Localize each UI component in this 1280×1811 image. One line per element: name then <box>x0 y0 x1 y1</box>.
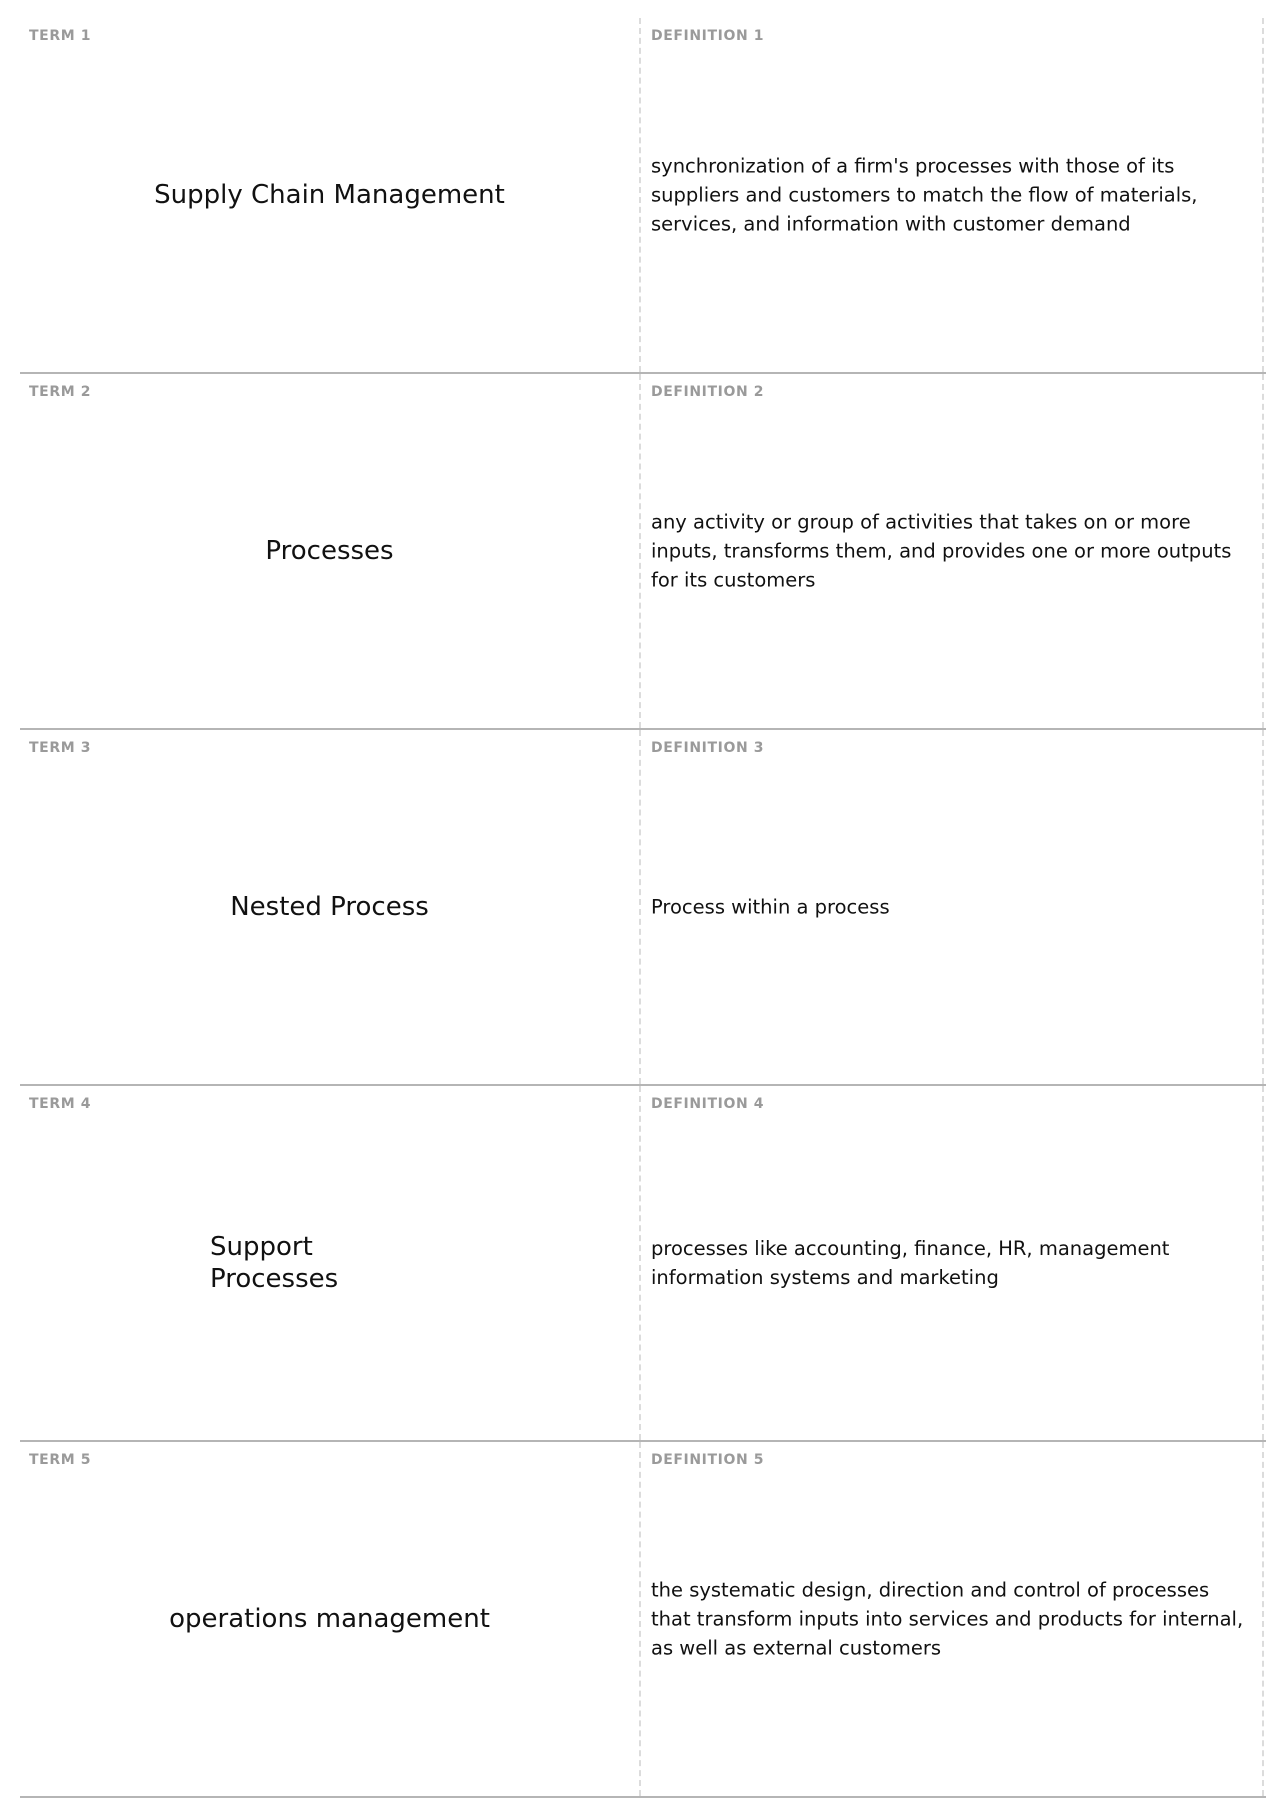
term-label: TERM 5 <box>29 1452 92 1468</box>
definition-text: any activity or group of activities that takes on or more inputs, transforms them, and provides one or more outputs for its customers <box>651 510 1232 592</box>
definition-label: DEFINITION 5 <box>651 1452 765 1468</box>
term-text: Nested Process <box>230 892 429 922</box>
term-text: Support Processes <box>210 1232 339 1294</box>
flashcard-row <box>20 374 1266 730</box>
definition-cell <box>641 1086 1264 1440</box>
term-label: TERM 4 <box>29 1096 92 1112</box>
term-text: Supply Chain Management <box>154 180 505 210</box>
definition-cell <box>641 1442 1264 1796</box>
term-cell <box>20 1442 641 1796</box>
flashcard-row <box>20 730 1266 1086</box>
definition-label: DEFINITION 1 <box>651 28 765 44</box>
definition-label: DEFINITION 2 <box>651 384 765 400</box>
definition-cell <box>641 18 1264 372</box>
definition-text: processes like accounting, finance, HR, management information systems and marketing <box>651 1237 1170 1289</box>
term-label: TERM 3 <box>29 740 92 756</box>
definition-label: DEFINITION 4 <box>651 1096 765 1112</box>
term-cell <box>20 374 641 728</box>
term-cell <box>20 730 641 1084</box>
term-label: TERM 1 <box>29 28 92 44</box>
definition-cell <box>641 730 1264 1084</box>
flashcard-row <box>20 1442 1266 1798</box>
definition-text: Process within a process <box>651 895 890 919</box>
definition-text: the systematic design, direction and control of processes that transform inputs into services and products for internal, as well as external customers <box>651 1578 1244 1660</box>
definition-label: DEFINITION 3 <box>651 740 765 756</box>
term-text: Processes <box>265 536 394 566</box>
term-cell <box>20 1086 641 1440</box>
term-cell <box>20 18 641 372</box>
term-label: TERM 2 <box>29 384 92 400</box>
flashcard-sheet <box>20 18 1266 1798</box>
definition-text: synchronization of a firm's processes with those of its suppliers and customers to match the flow of materials, services, and information with customer demand <box>651 154 1198 236</box>
definition-cell <box>641 374 1264 728</box>
flashcard-row <box>20 18 1266 374</box>
term-text: operations management <box>169 1604 490 1634</box>
flashcard-row <box>20 1086 1266 1442</box>
